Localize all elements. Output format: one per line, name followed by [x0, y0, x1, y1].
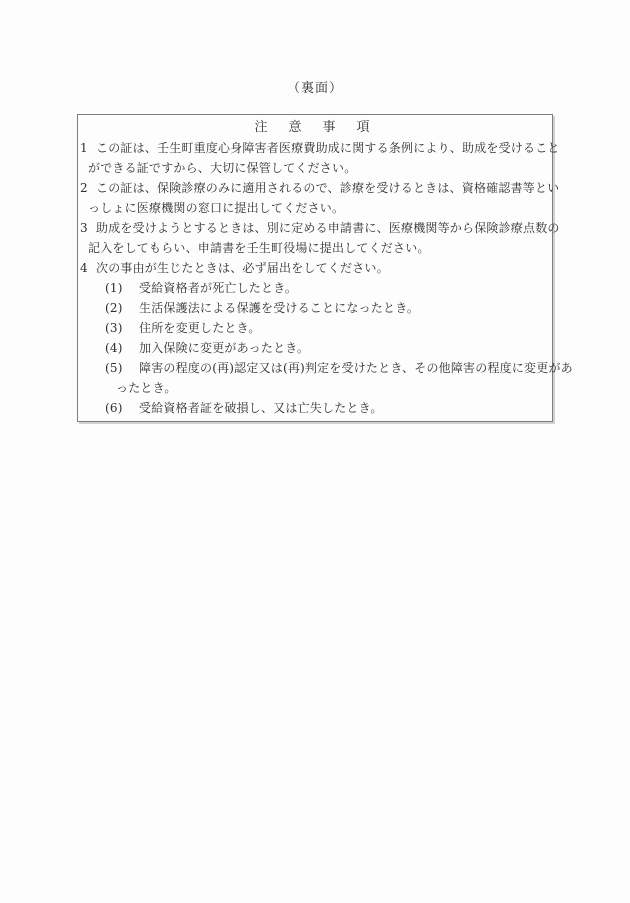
item-4-number: 4 — [80, 261, 88, 275]
item-2-line-2: っしょに医療機関の窓口に提出してください。 — [88, 201, 345, 215]
sub-item-1-text: 受給資格者が死亡したとき。 — [139, 281, 298, 295]
item-1-line-2: ができる証ですから、大切に保管してください。 — [88, 161, 357, 175]
sub-item-4-text: 加入保険に変更があったとき。 — [139, 341, 310, 355]
item-3-line-1 — [80, 218, 560, 238]
sub-item-4-number: (4) — [105, 341, 123, 355]
sub-item-4 — [80, 338, 548, 358]
sub-item-3-text: 住所を変更したとき。 — [139, 321, 261, 335]
item-2-number: 2 — [80, 181, 88, 195]
sub-item-1 — [80, 278, 548, 298]
sub-item-5-text: 障害の程度の(再)認定又は(再)判定を受けたとき、その他障害の程度に変更があ — [139, 361, 573, 375]
item-1-text: この証は、壬生町重度心身障害者医療費助成に関する条例により、助成を受けること — [96, 141, 560, 155]
sub-item-6-text: 受給資格者証を破損し、又は亡失したとき。 — [139, 401, 383, 415]
sub-item-2-number: (2) — [105, 301, 123, 315]
item-4-line-1 — [80, 258, 548, 278]
sub-item-1-number: (1) — [105, 281, 123, 295]
sub-item-5-line-2: ったとき。 — [116, 381, 177, 395]
item-4-text: 次の事由が生じたときは、必ず届出をしてください。 — [96, 261, 389, 275]
item-3-number: 3 — [80, 221, 88, 235]
item-3-text: 助成を受けようとするときは、別に定める申請書に、医療機関等から保険診療点数の — [96, 221, 560, 235]
notice-box — [77, 114, 573, 422]
item-3-line-2: 記入をしてもらい、申請書を壬生町役場に提出してください。 — [88, 241, 430, 255]
sub-item-6-number: (6) — [105, 401, 123, 415]
sub-item-5-number: (5) — [105, 361, 123, 375]
sub-item-5-line-1 — [80, 358, 573, 378]
item-1-line-1 — [80, 138, 560, 158]
item-2-text: この証は、保険診療のみに適用されるので、診療を受けるときは、資格確認書等とい — [96, 181, 560, 195]
item-1-number: 1 — [80, 141, 88, 155]
sub-item-6 — [80, 398, 548, 418]
side-label: （裏面） — [286, 81, 343, 96]
sub-item-2 — [80, 298, 548, 318]
notice-title: 注 意 事 項 — [254, 120, 374, 135]
sub-item-3 — [80, 318, 548, 338]
item-2-line-1 — [80, 178, 560, 198]
sub-item-2-text: 生活保護法による保護を受けることになったとき。 — [139, 301, 420, 315]
sub-item-3-number: (3) — [105, 321, 123, 335]
